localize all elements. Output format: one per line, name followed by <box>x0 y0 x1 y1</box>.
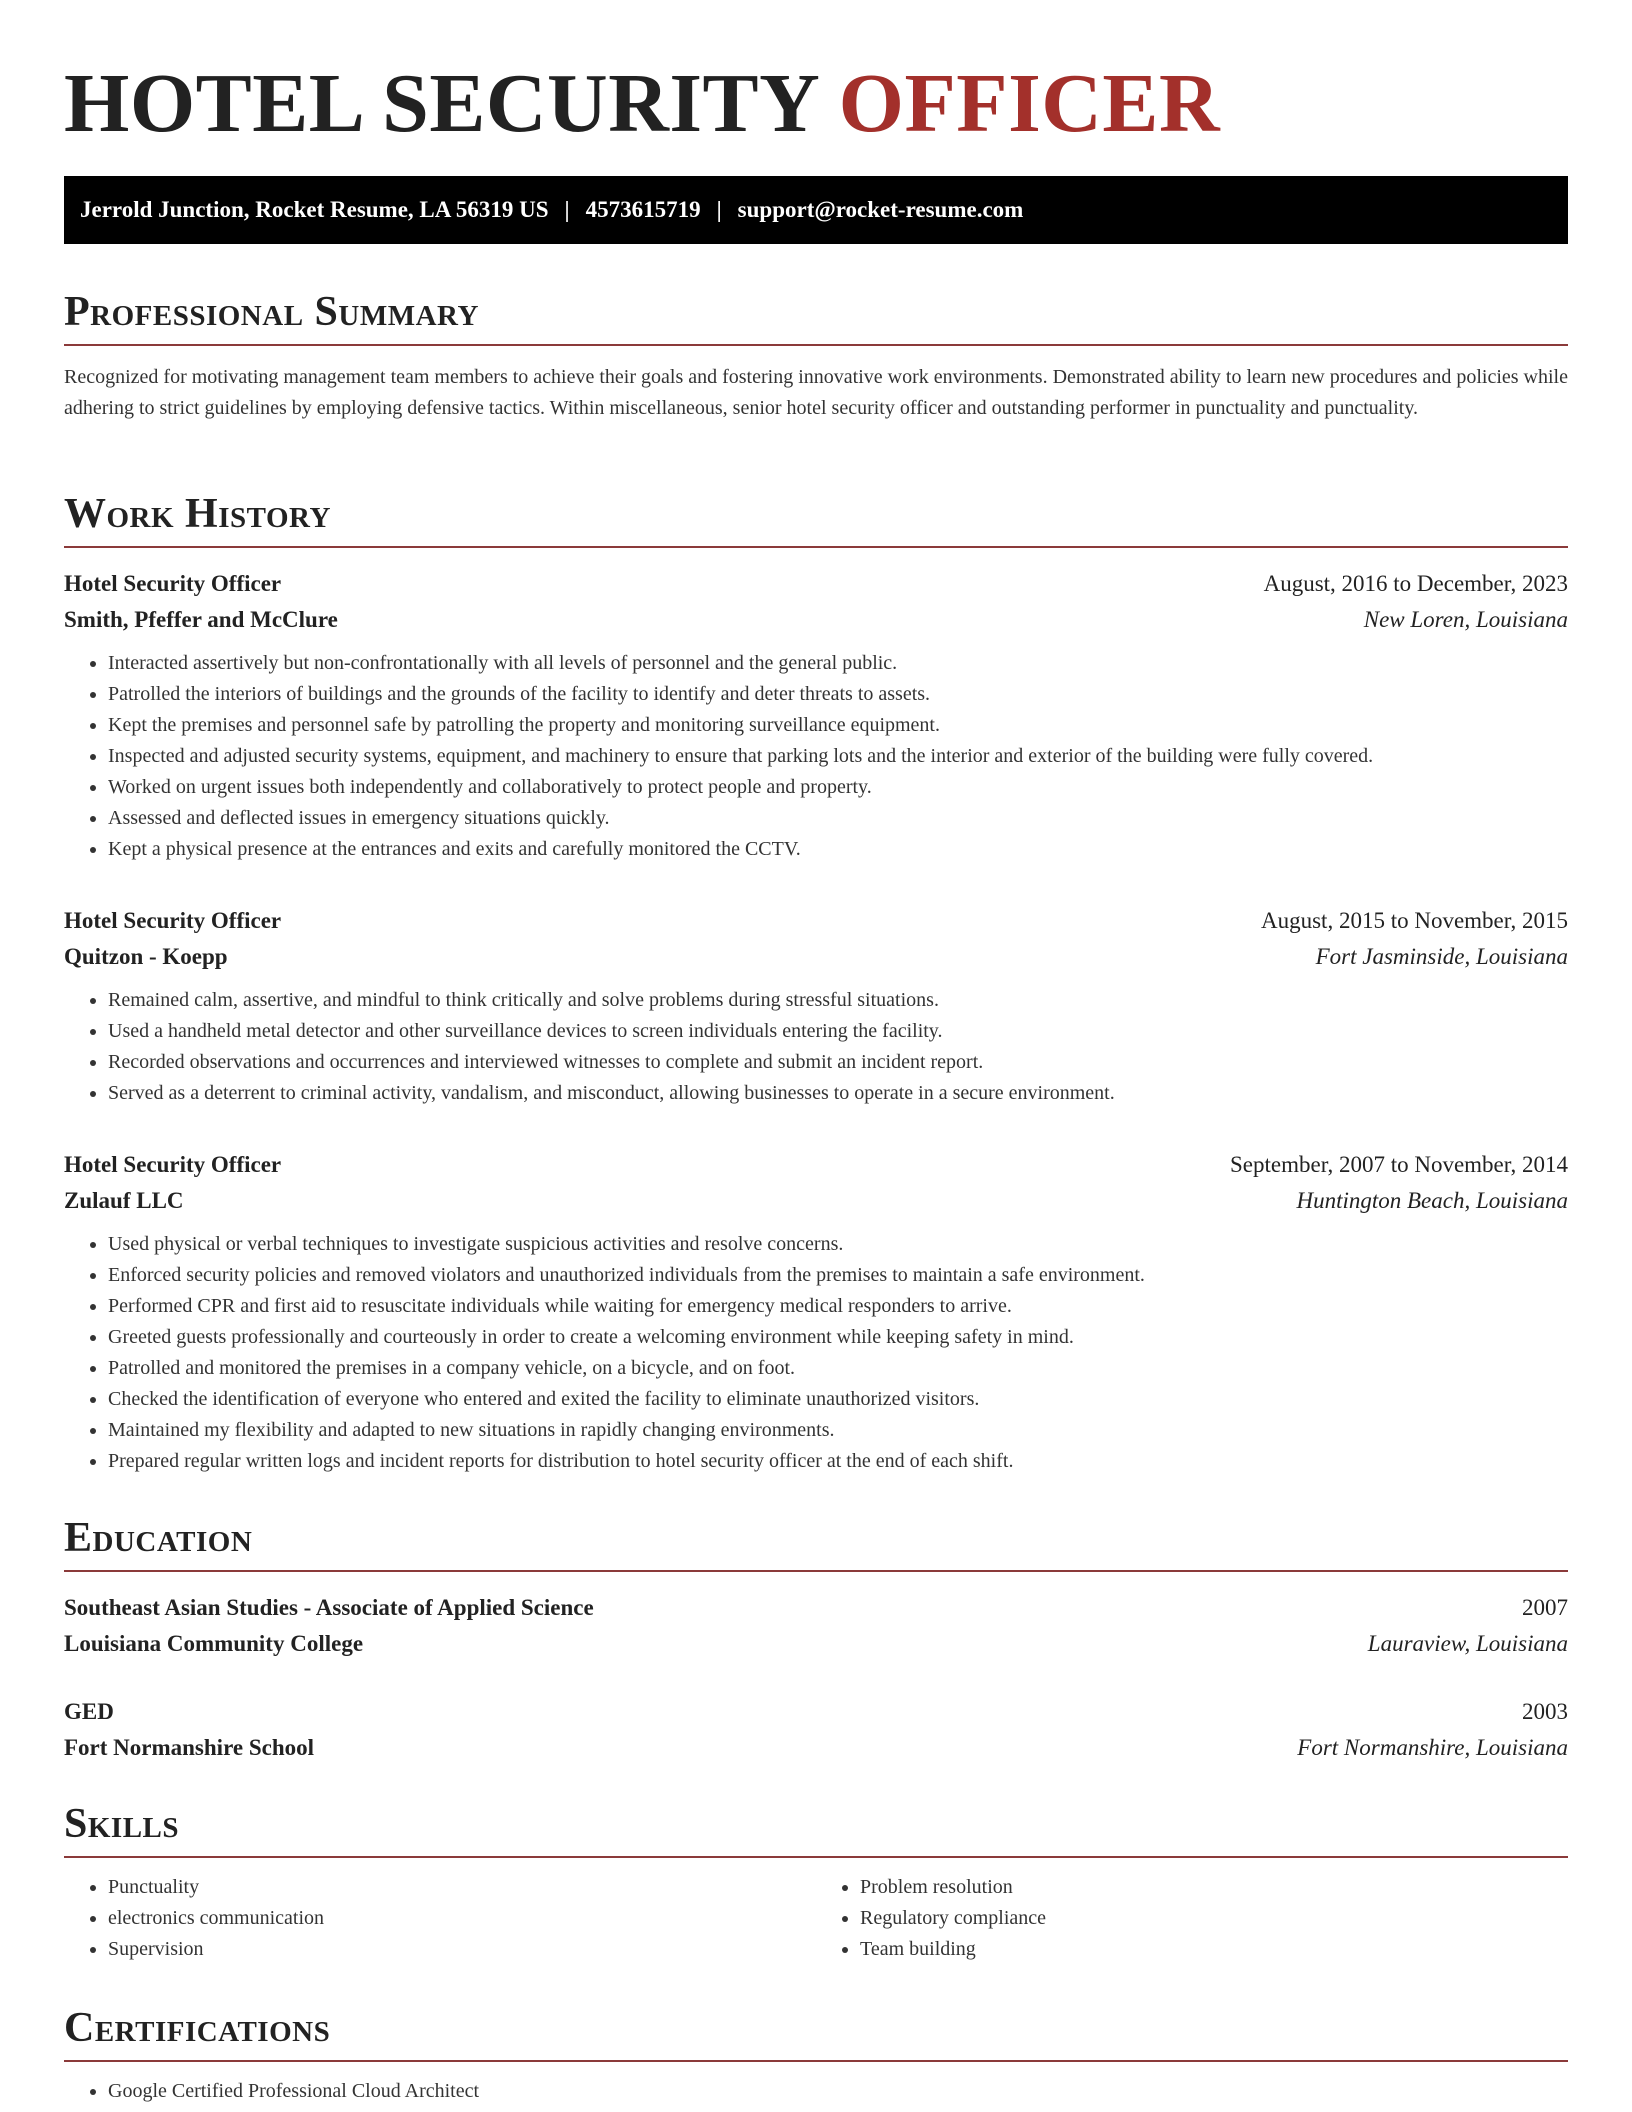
education-entry <box>64 1694 1568 1766</box>
list-item: • Used physical or verbal techniques to investigate suspicious activities and resolve concerns. <box>108 1229 1568 1260</box>
skills-grid <box>64 1872 1568 1965</box>
job-company: Smith, Pfeffer and McClure <box>64 607 338 632</box>
job-location: Fort Jasminside, Louisiana <box>1315 944 1568 969</box>
certifications-list <box>64 2076 1568 2107</box>
list-item: • Inspected and adjusted security systems, equipment, and machinery to ensure that parking lots and the interior and exterior of the building were fully covered. <box>108 741 1568 772</box>
job-dates: September, 2007 to November, 2014 <box>1230 1152 1568 1177</box>
list-item: • Checked the identification of everyone who entered and exited the facility to eliminate unauthorized visitors. <box>108 1384 1568 1415</box>
job-title: Hotel Security Officer <box>64 571 282 596</box>
education-school: Louisiana Community College <box>64 1631 364 1656</box>
list-item: • Recorded observations and occurrences and interviewed witnesses to complete and submit an incident report. <box>108 1047 1568 1078</box>
job-company: Quitzon - Koepp <box>64 944 228 969</box>
contact-separator: | <box>716 197 722 222</box>
job-company-row <box>64 1183 1568 1219</box>
list-item: • Performed CPR and first aid to resuscitate individuals while waiting for emergency medical responders to arrive. <box>108 1291 1568 1322</box>
list-item: • Served as a deterrent to criminal activity, vandalism, and misconduct, allowing businesses to operate in a secure environment. <box>108 1078 1568 1109</box>
page-title <box>64 56 1220 152</box>
skills-section <box>64 1794 1568 1965</box>
job-bullets <box>64 1229 1568 1477</box>
title-accent: OFFICER <box>838 57 1221 150</box>
skill-item: • electronics communication <box>108 1903 816 1934</box>
job-company: Zulauf LLC <box>64 1188 184 1213</box>
list-item: • Worked on urgent issues both independently and collaboratively to protect people and property. <box>108 772 1568 803</box>
skill-item: • Problem resolution <box>860 1872 1568 1903</box>
skills-list-left <box>64 1872 816 1965</box>
education-entry <box>64 1590 1568 1662</box>
list-item: • Assessed and deflected issues in emergency situations quickly. <box>108 803 1568 834</box>
skill-item: • Team building <box>860 1934 1568 1965</box>
job-dates: August, 2015 to November, 2015 <box>1261 908 1568 933</box>
education-degree: Southeast Asian Studies - Associate of Applied Science <box>64 1595 594 1620</box>
job-company-row <box>64 939 1568 975</box>
skills-list-right <box>816 1872 1568 1965</box>
list-item: • Used a handheld metal detector and other surveillance devices to screen individuals entering the facility. <box>108 1016 1568 1047</box>
job-entry <box>64 1147 1568 1477</box>
section-heading-education: Education <box>64 1508 1568 1572</box>
section-heading-certifications: Certifications <box>64 1998 1568 2062</box>
list-item: • Remained calm, assertive, and mindful to think critically and solve problems during stressful situations. <box>108 985 1568 1016</box>
job-dates: August, 2016 to December, 2023 <box>1263 571 1568 596</box>
summary-text: Recognized for motivating management team members to achieve their goals and fostering innovative work environments. Demonstrated ability to learn new procedures and policies while adhering to strict guidelines by employing defensive tactics. Within miscellaneous, senior hotel security officer and outstanding performer in punctuality and punctuality. <box>64 366 1568 419</box>
skill-item: • Punctuality <box>108 1872 816 1903</box>
section-heading-work-history: Work History <box>64 484 1568 548</box>
job-location: New Loren, Louisiana <box>1363 607 1568 632</box>
summary-section <box>64 282 1568 424</box>
job-title: Hotel Security Officer <box>64 908 282 933</box>
education-header-row <box>64 1590 1568 1626</box>
contact-bar <box>64 176 1568 244</box>
list-item: • Prepared regular written logs and incident reports for distribution to hotel security officer at the end of each shift. <box>108 1446 1568 1477</box>
certifications-section <box>64 1998 1568 2107</box>
job-bullets <box>64 648 1568 865</box>
job-title: Hotel Security Officer <box>64 1152 282 1177</box>
list-item: • Kept a physical presence at the entrances and exits and carefully monitored the CCTV. <box>108 834 1568 865</box>
education-school: Fort Normanshire School <box>64 1735 315 1760</box>
education-school-row <box>64 1730 1568 1766</box>
education-year: 2007 <box>1522 1595 1568 1620</box>
education-header-row <box>64 1694 1568 1730</box>
education-year: 2003 <box>1522 1699 1568 1724</box>
section-heading-summary: Professional Summary <box>64 282 1568 346</box>
education-degree: GED <box>64 1699 114 1724</box>
list-item: • Greeted guests professionally and courteously in order to create a welcoming environment while keeping safety in mind. <box>108 1322 1568 1353</box>
contact-address: Jerrold Junction, Rocket Resume, LA 56319 US <box>80 197 549 222</box>
education-location: Lauraview, Louisiana <box>1367 1631 1568 1656</box>
list-item: • Patrolled and monitored the premises in a company vehicle, on a bicycle, and on foot. <box>108 1353 1568 1384</box>
title-main: HOTEL SECURITY <box>64 57 818 150</box>
section-heading-skills: Skills <box>64 1794 1568 1858</box>
job-entry <box>64 566 1568 865</box>
job-bullets <box>64 985 1568 1109</box>
work-history-section <box>64 484 1568 1477</box>
contact-email: support@rocket-resume.com <box>737 197 1024 222</box>
education-school-row <box>64 1626 1568 1662</box>
contact-separator: | <box>564 197 570 222</box>
list-item: • Interacted assertively but non-confrontationally with all levels of personnel and the general public. <box>108 648 1568 679</box>
job-entry <box>64 903 1568 1109</box>
list-item: • Kept the premises and personnel safe by patrolling the property and monitoring surveillance equipment. <box>108 710 1568 741</box>
list-item: • Maintained my flexibility and adapted to new situations in rapidly changing environments. <box>108 1415 1568 1446</box>
job-header-row <box>64 1147 1568 1183</box>
list-item: • Patrolled the interiors of buildings and the grounds of the facility to identify and deter threats to assets. <box>108 679 1568 710</box>
contact-phone: 4573615719 <box>585 197 701 222</box>
education-section <box>64 1508 1568 1766</box>
certification-item: • Google Certified Professional Cloud Architect <box>108 2076 1568 2107</box>
job-header-row <box>64 566 1568 602</box>
job-company-row <box>64 602 1568 638</box>
skill-item: • Supervision <box>108 1934 816 1965</box>
education-location: Fort Normanshire, Louisiana <box>1297 1735 1568 1760</box>
list-item: • Enforced security policies and removed violators and unauthorized individuals from the premises to maintain a safe environment. <box>108 1260 1568 1291</box>
skill-item: • Regulatory compliance <box>860 1903 1568 1934</box>
job-header-row <box>64 903 1568 939</box>
job-location: Huntington Beach, Louisiana <box>1296 1188 1568 1213</box>
